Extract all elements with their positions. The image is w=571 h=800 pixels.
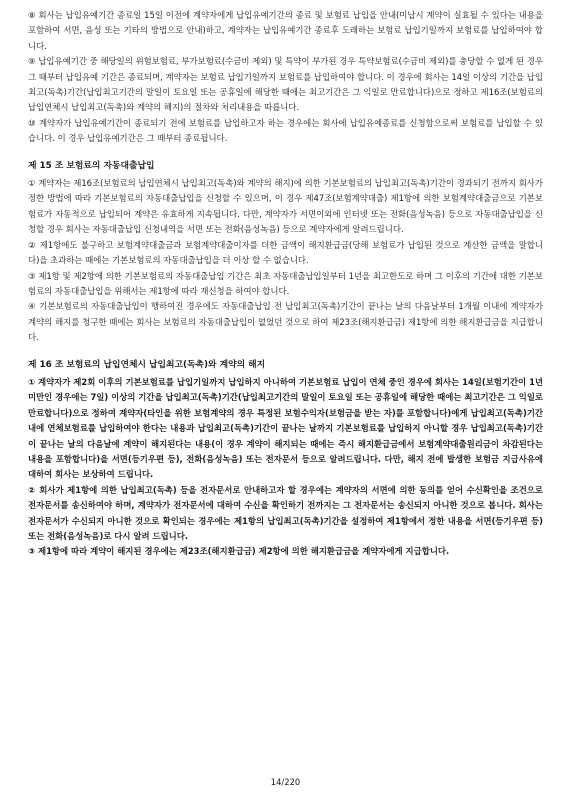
intro-section	[28, 8, 543, 147]
page-number: 14/220	[270, 777, 301, 787]
article-15-paragraph: ① 계약자는 제16조(보험료의 납입연체시 납입최고(독촉)와 계약의 해지)에 의한 기본보험료의 납입최고(독촉)기간이 경과되기 전까지 회사가 정한 방법에 따라 기본보험료의 자동대출납입을 신청할 수 있으며, 이 경우 제47조(보험계약대출) 제1항에 의한 보험계약대출금으로 기본보험료가 자동적으로 납입되어 계약은 유효하게 지속됩니다. 다만, 계약자가 서면이외에 인터넷 또는 전화(음성녹음) 등으로 자동대출납입을 신청할 경우 회사는 자동대출납입 신청내역을 서면 또는 전화(음성녹음) 등으로 계약자에게 알려드립니다.	[28, 178, 543, 235]
paragraph-9: ⑨ 납입유예기간 중 해당일의 위험보험료, 부가보험료(수금비 제외) 및 특약이 부가된 경우 특약보험료(수금비 제외)를 충당할 수 없게 된 경우 그 때부터 납입유예 기간은 종료되며, 계약자는 보험료 납입기일까지 보험료를 납입하여야 합니다. 이 경우에 회사는 14일 이상의 기간을 납입최고(독촉)기간(납입최고기간의 말일이 토요일 또는 공휴일에 해당한 때에는 최고기간은 그 익일로 만료합니다)으로 정하고 제16조(보험료의 납입연체시 납입최고(독촉)와 계약의 해지)의 절차와 처리내용을 따릅니다.	[28, 56, 543, 113]
paragraph-10: ⑩ 계약자가 납입유예기간이 종료되기 전에 보험료를 납입하고자 하는 경우에는 회사에 납입유예종료를 신청함으로써 보험료를 납입할 수 있습니다. 이 경우 납입유예기간은 그 때부터 종료됩니다.	[28, 117, 543, 144]
article-15-paragraph: ④ 기본보험료의 자동대출납입이 행하여진 경우에도 자동대출납입 전 납입최고(독촉)기간이 끝나는 날의 다음날부터 1개월 이내에 계약자가 계약의 해지를 청구한 때에는 회사는 보험료의 자동대출납입이 없었던 것으로 하여 제23조(해지환급금) 제1항에 의한 해지환급금을 지급합니다.	[28, 301, 543, 343]
document-page	[28, 8, 543, 560]
article-15	[28, 159, 543, 346]
article-16-paragraph: ① 계약자가 제2회 이후의 기본보험료를 납입기일까지 납입하지 아니하여 기본보험료 납입이 연체 중인 경우에 회사는 14일(보험기간이 1년 미만인 경우에는 7일) 이상의 기간을 납입최고(독촉)기간(납입최고기간의 말일이 토요일 또는 공휴일에 해당한 때에는 최고기간은 그 익일로 만료합니다)으로 정하여 계약자(타인을 위한 보험계약의 경우 특정된 보험수익자(보험금을 받는 자)를 포함합니다)에게 납입최고(독촉)기간 내에 연체보험료를 납입하여야 한다는 내용과 납입최고(독촉)기간이 끝나는 날까지 기본보험료를 납입하지 아니할 경우 납입최고(독촉)기간이 끝나는 날의 다음날에 계약이 해지된다는 내용(이 경우 계약이 해지되는 때에는 즉시 해지환급금에서 보험계약대출원리금이 차감된다는 내용을 포함합니다)을 서면(등기우편 등), 전화(음성녹음) 또는 전자문서 등으로 알려드립니다. 다만, 해지 전에 발생한 보험금 지급사유에 대하여 회사는 보상하여 드립니다.	[28, 376, 544, 480]
article-16	[28, 358, 543, 560]
article-15-heading: 제 15 조 보험료의 자동대출납입	[28, 160, 155, 171]
paragraph-8: ⑧ 회사는 납입유예기간 종료일 15일 이전에 계약자에게 납입유예기간의 종료 및 보험료 납입을 안내(미납시 계약이 실효될 수 있다는 내용을 포함하여 서면, 음성 또는 기타의 방법으로 안내)하고, 계약자는 납입유예기간 종료후 도래하는 보험료 납입기일까지 보험료를 납입하여야 합니다.	[28, 10, 543, 51]
article-15-paragraph: ② 제1항에도 불구하고 보험계약대출금과 보험계약대출이자를 더한 금액이 해지환급금(당해 보험료가 납입된 것으로 계산한 금액을 말합니다)을 초과하는 때에는 기본보험료의 자동대출납입을 더 이상 할 수 없습니다.	[28, 239, 543, 266]
article-15-paragraph: ③ 제1항 및 제2항에 의한 기본보험료의 자동대출납입 기간은 최초 자동대출납입일부터 1년을 최고한도로 하며 그 이후의 기간에 대한 기본보험료의 자동대출납입을 위해서는 제1항에 따라 재신청을 하여야 합니다.	[28, 270, 543, 296]
article-16-heading: 제 16 조 보험료의 납입연체시 납입최고(독촉)와 계약의 해지	[28, 359, 266, 370]
article-16-paragraph: ② 회사가 제1항에 의한 납입최고(독촉) 등을 전자문서로 안내하고자 할 경우에는 계약자의 서면에 의한 동의를 얻어 수신확인을 조건으로 전자문서를 송신하여야 하며, 계약자가 전자문서에 대하여 수신을 확인하기 전까지는 그 전자문서는 송신되지 아니한 것으로 봅니다. 회사는 전자문서가 수신되지 아니한 것으로 확인되는 경우에는 제1항의 납입최고(독촉)기간을 설정하여 제1항에서 정한 내용을 서면(등기우편 등) 또는 전화(음성녹음)로 다시 알려 드립니다.	[28, 484, 543, 541]
article-16-paragraph: ③ 제1항에 따라 계약이 해지된 경우에는 제23조(해지환급금) 제2항에 의한 해지환급금을 계약자에게 지급합니다.	[28, 546, 450, 557]
